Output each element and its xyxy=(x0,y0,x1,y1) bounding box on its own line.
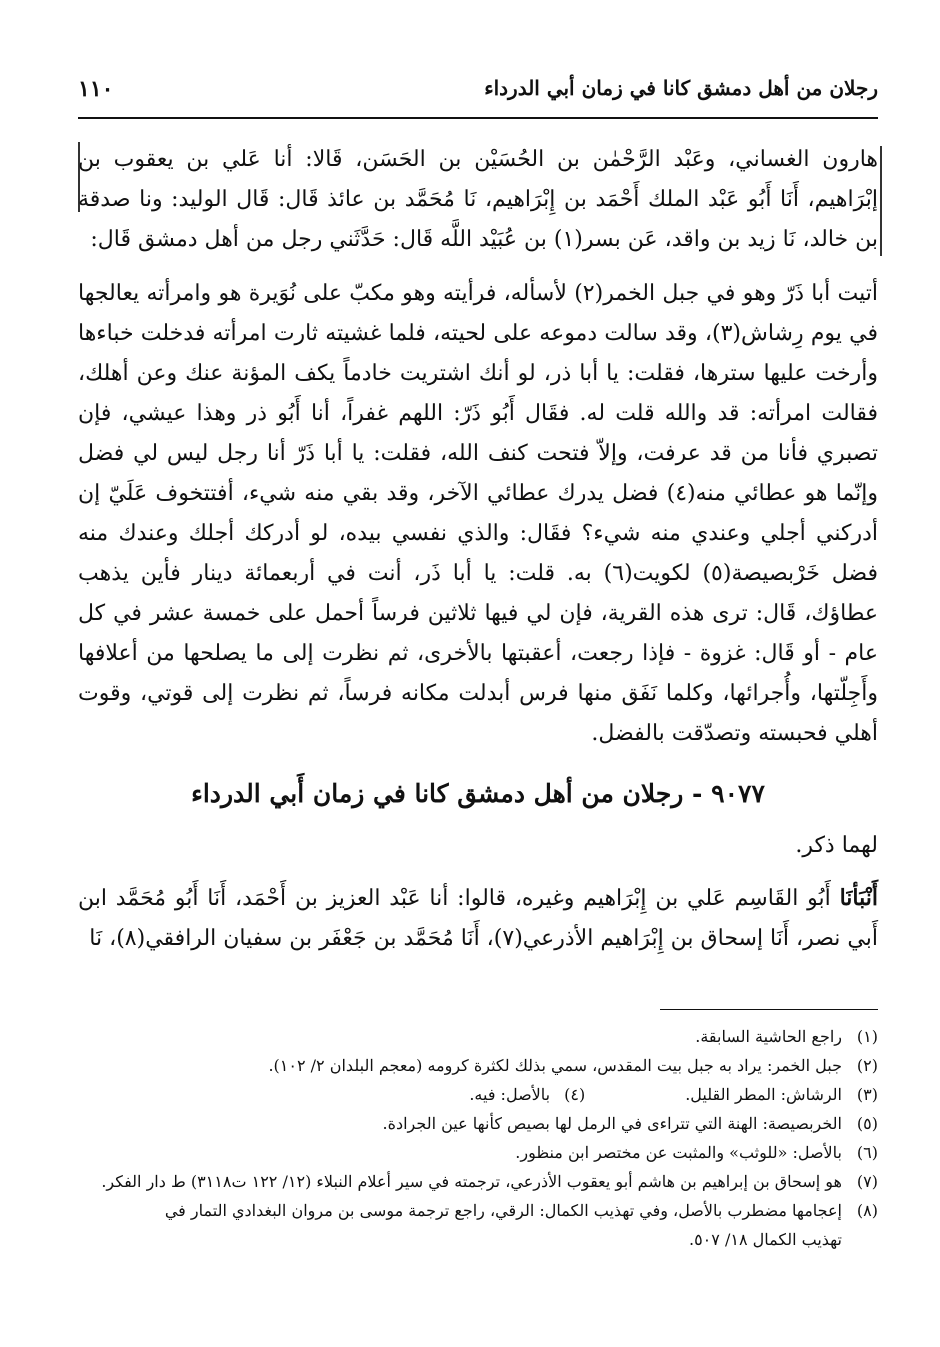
page-header xyxy=(78,58,878,114)
footnote-continuation: تهذيب الكمال ١٨/ ٥٠٧. xyxy=(688,1230,842,1249)
page-number: ١١٠ xyxy=(78,76,114,102)
footnote xyxy=(78,1080,878,1109)
paragraph-bold-start: أَنْبَأنَا xyxy=(839,885,878,911)
footnote-text: بالأصل: فيه. xyxy=(469,1085,551,1104)
footnote-rule xyxy=(660,1009,878,1010)
footnotes xyxy=(78,1022,878,1254)
footnote-number: (٦) xyxy=(856,1143,878,1162)
section-lead: لهما ذكر. xyxy=(795,833,878,858)
footnote xyxy=(78,1051,878,1080)
footnote xyxy=(78,1138,878,1167)
footnote-number: (٧) xyxy=(856,1172,878,1191)
footnote xyxy=(78,1022,878,1051)
paragraph xyxy=(78,878,878,959)
footnote-number: (٥) xyxy=(856,1114,878,1133)
footnote-text: جبل الخمر: يراد به جبل بيت المقدس، سمي بذلك لكثرة كرومه (معجم البلدان ٢/ ١٠٢). xyxy=(268,1056,842,1075)
footnote-text: إعجامها مضطرب بالأصل، وفي تهذيب الكمال: الرقي، راجع ترجمة موسى بن مروان البغدادي التمار في xyxy=(164,1201,842,1220)
section-heading: ٩٠٧٧ - رجلان من أهل دمشق كانا في زمان أَبي الدرداء xyxy=(191,779,765,808)
header-rule xyxy=(78,117,878,119)
paragraph: أتيت أبا ذَرّ وهو في جبل الخمر(٢) لأسأله، فرأيته وهو مكبّ على نُوَيرة هو وامرأته يعالجها في يوم رِشاش(٣)، وقد سالت دموعه على لحيته، فلما غشيته ثارت امرأته فدخلت خباءها وأرخت عليها سترها، فقلت: يا أبا ذر، لو أنك اشتريت خادماً يكف المؤنة عنك وعن أهلك، فقالت امرأته: قد والله قلت له. فقَال أَبُو ذَرّ: اللهم غفراً، أنا أَبُو ذر وهذا عيشي، فإن تصبري فأنا من قد عرفت، وإلاّ فتحت كنف الله، فقلت: يا أبا ذَرّ أنا رجل ليس لي فضل وإنّما هو عطائي منه(٤) فضل يدرك عطائي الآخر، وقد بقي منه شيء، أفتتخوف عَلَيّ إن أدركني أجلي وعندي منه شيء؟ فقَال: والذي نفسي بيده، لو أدركك أجلك وعندك منه فضل خَرْبصيصة(٥) لكويت(٦) به. قلت: يا أبا ذَر، أنت في أربعمائة دينار فأين يذهب عطاؤك، قَال: ترى هذه القرية، فإن لي فيها ثلاثين فرساً أحمل على خمسة عشر في كل عام - أو قَال: غزوة - فإذا رجعت، أعقبتها بالأخرى، ثم نظرت إلى ما يصلحها من أعلافها وأَجِلّتها، وأُجرائها، وكلما نَفَق منها فرس أبدلت مكانه فرساً، ثم نظرت إلى قوتي، وقوت أهلي فحبسته وتصدّقت بالفضل. xyxy=(78,281,879,746)
footnote-number: (٨) xyxy=(856,1201,878,1220)
footnote-number: (١) xyxy=(856,1027,878,1046)
footnote-number: (٢) xyxy=(856,1056,878,1075)
paragraph-text: أَبُو القَاسِم عَلي بن إِبْرَاهيم وغيره، قالوا: أنا عَبْد العزيز بن أَحْمَد، أَنَا أَبُو مُحَمَّد ابن أَبي نصر، أَنَا إسحاق بن إِبْرَاهيم الأذرعي(٧)، أَنَا مُحَمَّد بن جَعْفَر بن سفيان الرافقي(٨)، نَا xyxy=(78,886,878,951)
footnote-number: (٣) xyxy=(856,1085,878,1104)
margin-mark xyxy=(880,146,882,256)
footnote-number: (٤) xyxy=(564,1085,586,1104)
running-header xyxy=(78,58,878,114)
footnote xyxy=(78,1196,878,1225)
paragraph: هارون الغساني، وعَبْد الرَّحْمٰن بن الحُسَيْن بن الحَسَن، قَالا: أنا عَلي بن يعقوب بن إبْرَاهيم، أَنَا أَبُو عَبْد الملك أَحْمَد بن إِبْرَاهيم، نَا مُحَمَّد بن عائذ قَال: قَال الوليد: ونا صدقة بن خالد، نَا زيد بن واقد، عَن بسر(١) بن عُبَيْد اللَّه قَال: حَدَّثَني رجل من أهل دمشق قَال: xyxy=(78,147,878,252)
footnote-text: راجع الحاشية السابقة. xyxy=(695,1027,842,1046)
footnote-text: هو إسحاق بن إبراهيم بن هاشم أبو يعقوب الأذرعي، ترجمته في سير أعلام النبلاء (١٢/ ١٢٢ ت٣١١٨) ط دار الفكر. xyxy=(101,1172,842,1191)
footnote xyxy=(78,1109,878,1138)
running-title: رجلان من أهل دمشق كانا في زمان أبي الدرداء xyxy=(484,76,878,100)
footnote-text: بالأصل: «للوثب» والمثبت عن مختصر ابن منظور. xyxy=(515,1143,842,1162)
footnote-text: الرشاش: المطر القليل. xyxy=(685,1085,842,1104)
footnote xyxy=(78,1167,878,1196)
main-text xyxy=(78,140,878,971)
footnote-text: الخربصيصة: الهنة التي تتراءى في الرمل لها بصيص كأنها عين الجرادة. xyxy=(382,1114,842,1133)
